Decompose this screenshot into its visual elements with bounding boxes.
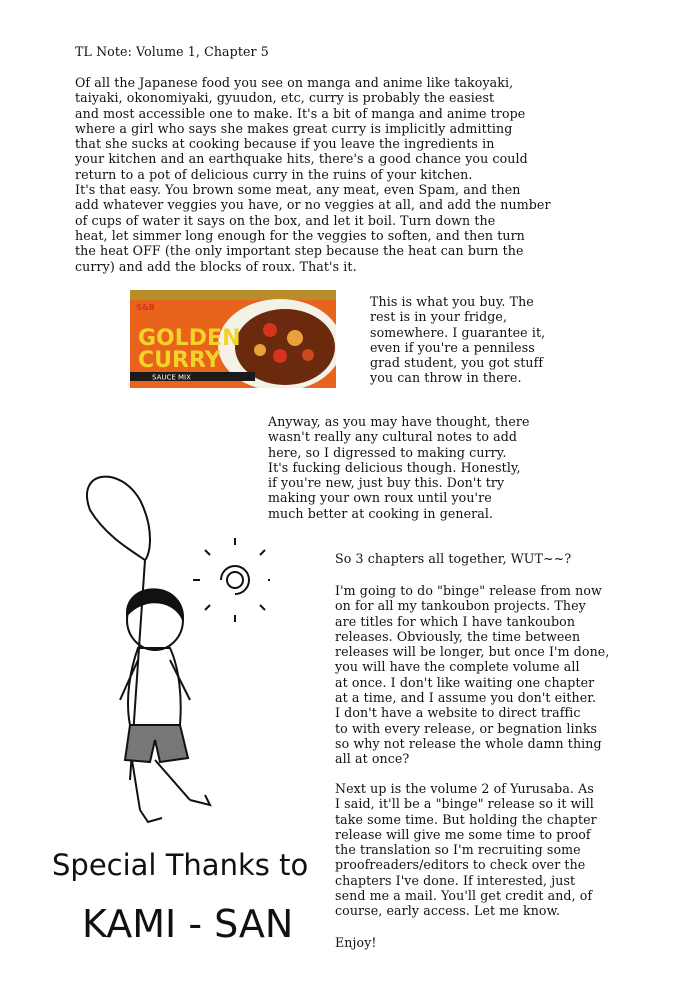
brand-logo: S&B (136, 303, 155, 312)
boy-with-net-illustration (70, 470, 270, 840)
next-up-paragraph: Next up is the volume 2 of Yurusaba. As I said, it'll be a "binge" release so it will take some time. But holding the chapter release will give me some time to proof the translation so I'm recruiting some proofreaders/editors to check over the chapters I've done. If interested, just send me a mail. You'll get credit and, of course, early access. Let me know. (335, 781, 597, 919)
product-name-line2: CURRY (138, 348, 221, 373)
sun-icon (193, 538, 270, 622)
note-heading: TL Note: Volume 1, Chapter 5 (75, 44, 269, 59)
enjoy-text: Enjoy! (335, 935, 377, 950)
special-thanks-text: Special Thanks to (52, 848, 309, 882)
product-subtitle: SAUCE MIX (152, 373, 191, 382)
binge-paragraph: I'm going to do "binge" release from now on for all my tankoubon projects. They are titles for which I have tankoubon releases. Obviously, the time between releases will be longer, but once I'm done, you will have the complete volume all at once. I don't like waiting one chapter at a time, and I assume you don't either. I don't have a website to direct traffic to with every release, or begnation links so why not release the whole damn thing all at once? (335, 583, 610, 767)
intro-paragraph: Of all the Japanese food you see on manga and anime like takoyaki, taiyaki, okonomiyaki, gyuudon, etc, curry is probably the easiest and most accessible one to make. It's a bit of manga and anime trope where a girl who says she makes great curry is implicitly admitting that she sucks at cooking because if you leave the ingredients in your kitchen and an earthquake hits, there's a good chance you could return to a pot of delicious curry in the ruins of your kitchen. It's that easy. You brown some meat, any meat, even Spam, and then add whatever veggies you have, or no veggies at all, and add the number of cups of water it says on the box, and let it boil. Turn down the heat, let simmer long enough for the veggies to soften, and then turn the heat OFF (the only important step because the heat can burn the curry) and add the blocks of roux. That's it. (75, 75, 551, 274)
anyway-paragraph: Anyway, as you may have thought, there wasn't really any cultural notes to add here, so I digressed to making curry. It's fucking delicious though. Honestly, if you're new, just buy this. Don't try making your own roux until you're much better at cooking in general. (268, 414, 530, 521)
golden-curry-box-image (130, 290, 336, 388)
kami-san-text: KAMI - SAN (82, 902, 294, 946)
product-name-line1: GOLDEN (138, 326, 241, 351)
product-caption: This is what you buy. The rest is in your fridge, somewhere. I guarantee it, even if you're a penniless grad student, you got stuff you can throw in there. (370, 294, 546, 386)
chapters-heading: So 3 chapters all together, WUT~~? (335, 551, 572, 566)
